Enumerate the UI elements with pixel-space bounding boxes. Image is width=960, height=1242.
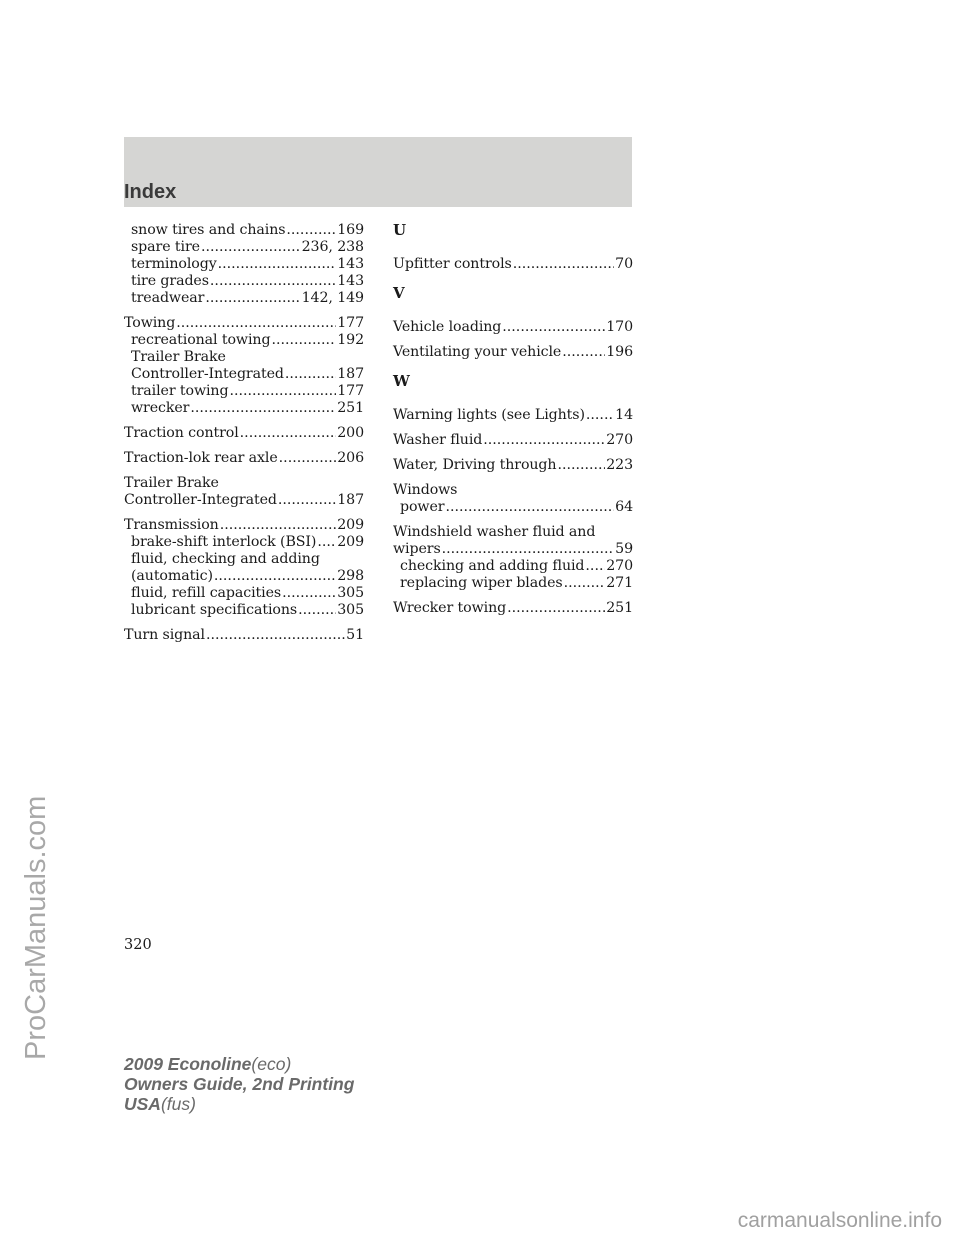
page-reference: 143 [337,273,364,289]
index-entry [393,407,633,424]
index-term: Trailer Brake [131,349,226,365]
index-subentry [124,400,364,417]
dot-leader [210,273,336,290]
dot-leader [585,558,605,575]
dot-leader [513,256,614,273]
dot-leader [201,239,301,256]
dot-leader [205,290,300,307]
dot-leader [502,319,605,336]
dot-leader [229,383,336,400]
page-reference: 305 [337,585,364,601]
document-footer [124,1054,354,1114]
page-reference: 143 [337,256,364,272]
index-entry [124,475,364,492]
dot-leader [564,575,606,592]
index-term: wrecker [131,400,190,416]
index-subentry [124,602,364,619]
index-term: checking and adding fluid [400,558,585,574]
index-entry [393,600,633,617]
dot-leader [557,457,605,474]
page-reference: 298 [337,568,364,584]
dot-leader [317,534,336,551]
dot-leader [176,315,336,332]
index-subentry [124,256,364,273]
index-subentry [124,366,364,383]
index-entry [393,344,633,361]
index-term: (automatic) [131,568,213,584]
dot-leader [220,517,337,534]
index-term: wipers [393,541,441,557]
page-reference: 59 [615,541,633,557]
page-reference: 187 [337,366,364,382]
index-entry [124,492,364,509]
index-term: tire grades [131,273,209,289]
index-term: spare tire [131,239,200,255]
index-entry [124,517,364,534]
index-section-letter: U [393,221,407,239]
dot-leader [586,407,614,424]
index-entry [393,319,633,336]
page-reference: 251 [606,600,633,616]
page-reference: 169 [337,222,364,238]
page-reference: 70 [615,256,633,272]
page-reference: 209 [337,534,364,550]
index-entry [393,432,633,449]
index-subentry [124,551,364,568]
index-term: Towing [124,315,176,331]
dot-leader [298,602,336,619]
dot-leader [190,400,336,417]
index-term: Turn signal [124,627,205,643]
page-reference: 177 [337,315,364,331]
index-term: Vehicle loading [393,319,502,335]
index-term: Trailer Brake [124,475,219,491]
index-term: power [400,499,445,515]
index-term: Ventilating your vehicle [393,344,562,360]
index-column-right [393,222,633,617]
page-reference: 142, 149 [301,290,364,306]
index-term: terminology [131,256,217,272]
index-term: treadwear [131,290,205,306]
section-title: Index [124,181,177,203]
index-section-letter: V [393,284,405,302]
dot-leader [279,450,337,467]
page-reference: 177 [337,383,364,399]
index-term: Warning lights (see Lights) [393,407,585,423]
page-reference: 270 [606,558,633,574]
index-term: Controller-Integrated [131,366,284,382]
index-term: replacing wiper blades [400,575,563,591]
index-term: Traction-lok rear axle [124,450,278,466]
dot-leader [562,344,605,361]
footer-line-1 [124,1054,354,1074]
index-subentry [124,332,364,349]
page-reference: 271 [606,575,633,591]
page-reference: 170 [606,319,633,335]
index-term: Washer fluid [393,432,483,448]
index-subentry [393,499,633,516]
index-subentry [124,273,364,290]
dot-leader [240,425,337,442]
footer-line-3 [124,1094,354,1114]
index-subentry [124,239,364,256]
index-term: lubricant specifications [131,602,298,618]
index-entry [393,256,633,273]
index-subentry [124,568,364,585]
index-subentry [124,383,364,400]
page-reference: 51 [346,627,364,643]
dot-leader [271,332,336,349]
index-entry [393,524,633,541]
footer-model: 2009 Econoline [124,1054,252,1074]
index-entry [124,450,364,467]
page-reference: 64 [615,499,633,515]
page-reference: 187 [337,492,364,508]
page-reference: 236, 238 [301,239,364,255]
dot-leader [206,627,345,644]
footer-model-code: (eco) [251,1054,292,1074]
index-term: Controller-Integrated [124,492,277,508]
page-reference: 270 [606,432,633,448]
dot-leader [214,568,336,585]
page-reference: 200 [337,425,364,441]
index-column-left [124,222,364,644]
page-reference: 209 [337,517,364,533]
index-entry [393,457,633,474]
dot-leader [285,366,336,383]
index-subentry [393,575,633,592]
index-subentry [124,534,364,551]
index-subentry [124,222,364,239]
index-subentry [124,349,364,366]
index-entry [393,541,633,558]
index-term: fluid, refill capacities [131,585,282,601]
index-subentry [393,558,633,575]
index-term: Transmission [124,517,219,533]
footer-line-2: Owners Guide, 2nd Printing [124,1074,355,1094]
index-term: brake-shift interlock (BSI) [131,534,317,550]
index-subentry [124,290,364,307]
page-reference: 196 [606,344,633,360]
index-term: Windshield washer fluid and [393,524,596,540]
index-term: snow tires and chains [131,222,286,238]
bottom-watermark: carmanualsonline.info [737,1209,942,1232]
page-number: 320 [124,937,152,953]
index-entry [124,627,364,644]
index-subentry [124,585,364,602]
index-term: Wrecker towing [393,600,507,616]
index-term: Water, Driving through [393,457,557,473]
index-term: recreational towing [131,332,271,348]
index-entry [393,482,633,499]
index-entry [124,425,364,442]
dot-leader [282,585,336,602]
footer-market: USA [124,1094,161,1114]
dot-leader [507,600,605,617]
dot-leader [442,541,615,558]
section-header-bar [124,137,632,207]
page-reference: 223 [606,457,633,473]
dot-leader [218,256,337,273]
dot-leader [278,492,336,509]
index-term: Windows [393,482,458,498]
index-term: fluid, checking and adding [131,551,320,567]
page-reference: 14 [615,407,633,423]
page-reference: 206 [337,450,364,466]
page-reference: 251 [337,400,364,416]
index-section-letter: W [393,372,410,390]
dot-leader [483,432,605,449]
footer-market-code: (fus) [160,1094,196,1114]
index-entry [124,315,364,332]
dot-leader [445,499,614,516]
dot-leader [286,222,336,239]
page-reference: 192 [337,332,364,348]
index-term: Traction control [124,425,239,441]
index-term: Upfitter controls [393,256,512,272]
page-reference: 305 [337,602,364,618]
index-term: trailer towing [131,383,229,399]
side-watermark: ProCarManuals.com [20,795,52,1060]
